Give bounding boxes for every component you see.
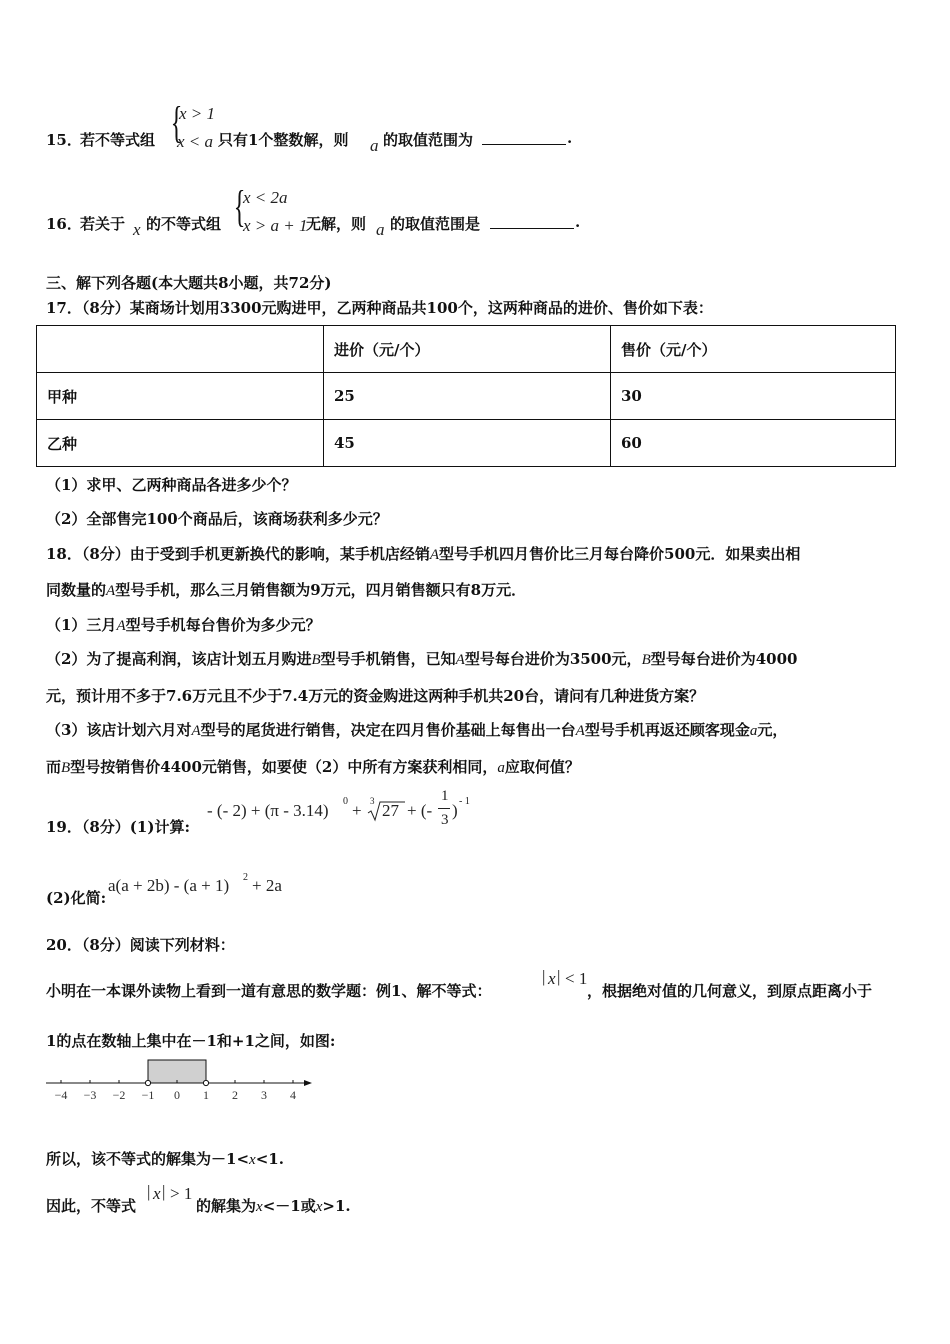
q18-text: 型号手机四月售价比三月每台降价500元．如果卖出相	[439, 545, 801, 563]
q18-var: B	[311, 652, 321, 668]
q15-sys-line2: x < a	[177, 132, 214, 151]
q20-p2: 1的点在数轴上集中在－1和+1之间，如图:	[46, 1032, 336, 1050]
q19-expr1-frac-den: 3	[441, 812, 449, 828]
table-row	[37, 373, 896, 420]
q16-middle1: 的不等式组	[146, 215, 222, 233]
q18-line1	[46, 543, 800, 564]
q19-expr1-root-index: 3	[370, 796, 375, 806]
q19-expr1-main: - (- 2) + (π - 3.14)	[207, 801, 329, 820]
q17-sub2: （2）全部售完100个商品后，该商场获利多少元？	[46, 510, 388, 528]
q15-middle: 只有1个整数解，则	[218, 131, 349, 149]
q18-line2	[46, 579, 526, 600]
q20-p4-text: 因此，不等式	[46, 1197, 137, 1215]
abs-bar-icon: |	[542, 967, 546, 986]
abs-bar-icon: |	[147, 1182, 151, 1201]
q18-text: 18．（8分）由于受到手机更新换代的影响，某手机店经销	[46, 545, 430, 563]
q18-sub3	[46, 719, 787, 740]
q18-text: （3）该店计划六月对	[46, 721, 192, 739]
q18-sub2-cont: 元，预计用不多于7.6万元且不少于7.4万元的资金购进这两种手机共20台，请问有几种进货方案？	[46, 687, 705, 705]
q15-sys-line1: x > 1	[179, 104, 216, 123]
q15-var: a	[370, 136, 379, 155]
q16-var-x: x	[133, 220, 141, 239]
table-header-cell: 进价（元/个）	[324, 326, 611, 373]
open-endpoint	[203, 1080, 208, 1085]
q18-var: a	[497, 760, 505, 776]
q18-var: A	[575, 723, 585, 739]
q15-end: .	[567, 129, 573, 147]
tick-label: 2	[232, 1088, 238, 1102]
table-cell: 25	[324, 373, 611, 420]
q20-var: x	[256, 1199, 263, 1215]
q18-text: 而	[46, 758, 62, 776]
q18-sub1	[46, 614, 321, 635]
q18-text: 元，	[757, 721, 788, 739]
q18-text: 同数量的	[46, 581, 107, 599]
q16-number: 16．	[46, 215, 82, 233]
q16-var-a: a	[376, 220, 385, 239]
abs-bar-icon: |	[162, 1182, 166, 1201]
q20-text: 的解集为	[196, 1197, 257, 1215]
q18-sub3-cont	[46, 756, 580, 777]
q16-sys-line2: x > a + 1	[243, 216, 308, 235]
q19-expr1-plus: +	[352, 801, 362, 820]
q16-answer-blank	[490, 214, 574, 233]
q15-suffix: 的取值范围为	[383, 131, 474, 149]
table-header-row	[37, 326, 896, 373]
q20-text: >1.	[322, 1197, 351, 1215]
q18-text: 型号手机，那么三月销售额为9万元，四月销售额只有8万元．	[115, 581, 527, 599]
q20-text: <1.	[255, 1150, 284, 1168]
q19-label2: (2)化简:	[46, 889, 107, 907]
open-endpoint	[145, 1080, 150, 1085]
table-cell: 甲种	[37, 373, 324, 420]
q20-p1-text-end: ，根据绝对值的几何意义，到原点距离小于	[587, 982, 873, 1000]
price-table	[36, 325, 896, 467]
q18-text: （2）为了提高利润，该店计划五月购进	[46, 650, 312, 668]
q20-var: x	[315, 1199, 323, 1215]
q15-number: 15．	[46, 131, 82, 149]
table-cell: 60	[611, 420, 896, 467]
q18-text: （1）三月	[46, 616, 117, 634]
q18-text: 应取何值？	[504, 758, 580, 776]
q17-sub1: （1）求甲、乙两种商品各进多少个？	[46, 476, 297, 494]
abs-bar-icon: |	[557, 967, 561, 986]
q19-expr2-exp: 2	[243, 872, 248, 883]
q18-sub2	[46, 648, 797, 669]
q19-expr1-frac-post: )	[452, 801, 458, 820]
tick-label: 4	[290, 1088, 296, 1102]
q18-text: 型号每台进价为4000	[650, 650, 798, 668]
q18-text: 型号手机再返还顾客现金	[584, 721, 750, 739]
q16-prefix: 若关于	[80, 215, 126, 233]
number-line-svg	[40, 1054, 320, 1106]
section-3-title: 三、解下列各题(本大题共8小题，共72分)	[46, 274, 332, 292]
axis-arrow-icon	[304, 1080, 312, 1086]
tick-label: −3	[83, 1088, 97, 1102]
q16-suffix: 的取值范围是	[390, 215, 481, 233]
q20-p1-ineq: < 1	[565, 969, 588, 988]
tick-label: 1	[203, 1088, 209, 1102]
q19-expr1-root: 27	[382, 801, 399, 820]
q18-var: A	[116, 618, 126, 634]
solution-interval	[148, 1060, 206, 1083]
q18-text: 型号按销售价4400元销售，如要使（2）中所有方案获利相同，	[70, 758, 498, 776]
q20-p4-abs-var: x	[153, 1184, 161, 1203]
tick-label: −2	[112, 1088, 126, 1102]
q20-var: x	[249, 1152, 256, 1168]
q20-text: <－1或	[262, 1197, 316, 1215]
table-cell: 乙种	[37, 420, 324, 467]
tick-label: 0	[174, 1088, 180, 1102]
q19-expr1-exp0: 0	[343, 796, 348, 807]
q20-p4-rest	[196, 1195, 351, 1216]
fraction-bar	[438, 808, 450, 809]
q18-text: 型号手机每台售价为多少元？	[125, 616, 321, 634]
table-header-cell	[37, 326, 324, 373]
table-header-cell: 售价（元/个）	[611, 326, 896, 373]
q18-var: A	[191, 723, 201, 739]
q17-intro: 17．（8分）某商场计划用3300元购进甲，乙两种商品共100个，这两种商品的进价、售价如下表：	[46, 299, 713, 317]
q18-var: A	[106, 583, 116, 599]
q19-expr2-tail: + 2a	[252, 876, 282, 895]
q20-title: 20．（8分）阅读下列材料：	[46, 936, 235, 954]
tick-label: 3	[261, 1088, 267, 1102]
table-cell: 45	[324, 420, 611, 467]
q15-prefix: 若不等式组	[80, 131, 156, 149]
q16-middle2: 无解，则	[306, 215, 367, 233]
table-row	[37, 420, 896, 467]
q19-expr1-frac-pre: + (-	[407, 801, 433, 820]
q18-var: a	[749, 723, 758, 739]
table-cell: 30	[611, 373, 896, 420]
q18-text: 型号手机销售，已知	[320, 650, 456, 668]
q20-p4-ineq: > 1	[170, 1184, 193, 1203]
q18-var: A	[429, 547, 439, 563]
q20-p1-abs-var: x	[548, 969, 556, 988]
q18-text: 型号的尾货进行销售，决定在四月售价基础上每售出一台	[200, 721, 576, 739]
q15-answer-blank	[482, 130, 566, 149]
q18-var: B	[61, 760, 71, 776]
q20-p3	[46, 1148, 284, 1169]
q18-text: 型号每台进价为3500元，	[464, 650, 642, 668]
q16-brace-icon: {	[233, 182, 246, 231]
q19-expr1-exp-neg1: - 1	[459, 796, 470, 807]
tick-label: −1	[141, 1088, 155, 1102]
q18-var: A	[455, 652, 465, 668]
q18-var: B	[641, 652, 651, 668]
q19-expr1-frac-num: 1	[441, 788, 449, 804]
q19-label1: 19．（8分）(1)计算:	[46, 818, 190, 836]
q19-expr2-main: a(a + 2b) - (a + 1)	[108, 876, 230, 895]
q16-end: .	[575, 213, 581, 231]
q16-sys-line1: x < 2a	[243, 188, 288, 207]
q15-brace-icon: {	[170, 98, 183, 147]
q20-p1-text: 小明在一本课外读物上看到一道有意思的数学题：例1、解不等式：	[46, 982, 492, 1000]
q20-text: 所以，该不等式的解集为－1<	[46, 1150, 250, 1168]
tick-label: −4	[54, 1088, 68, 1102]
